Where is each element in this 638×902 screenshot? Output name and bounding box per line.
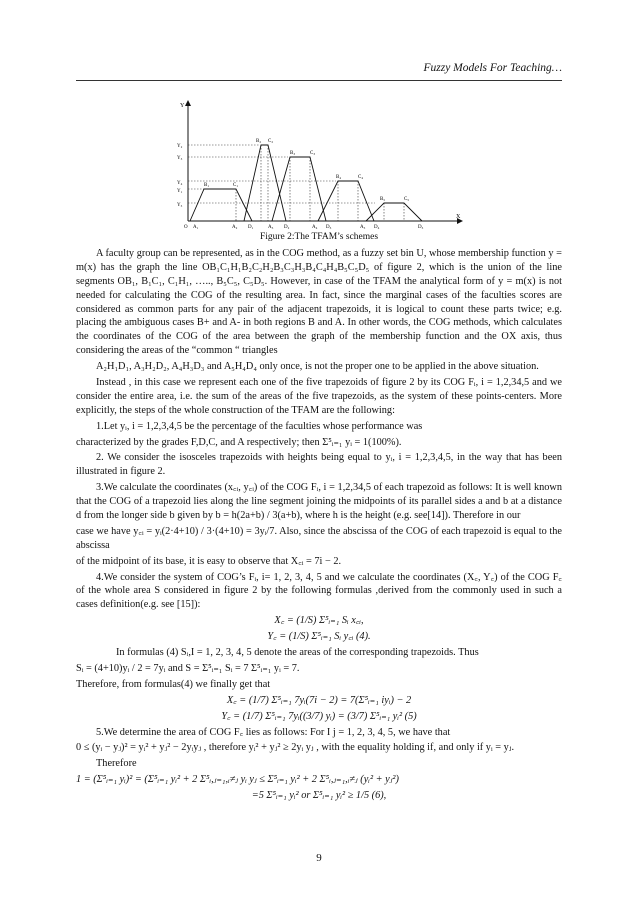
equation: Y꜀ = (1/7) Σ⁵ᵢ₌₁ 7yᵢ((3/7) yᵢ) = (3/7) Σ⁵ᵢ₌₁ yᵢ² (5) <box>221 710 417 722</box>
y-tick: Y₁ <box>177 189 183 194</box>
x-axis-label: X <box>456 214 461 220</box>
point-label: B₂ <box>256 139 262 144</box>
point-label: C₁ <box>233 183 239 188</box>
trapezoid-figure <box>160 95 470 230</box>
paragraph: 3.We calculate the coordinates (x꜀ᵢ, y꜀ᵢ) of the COG Fᵢ, i = 1,2,34,5 of each trapezoid as follows: It is well known that the COG of a trapezoid lies along the line segment joining the midpoints of its parallel sides a and b at a distance d from the longer side b given by b = h(2a+b) / 3(a+b), where h is the height (e.g. see[14]). Therefore in our <box>76 482 562 522</box>
paragraph: Instead , in this case we represent each one of the five trapezoids of figure 2 by its COG Fᵢ, i = 1,2,34,5 and we consider the entire area, i.e. the sum of the areas of the five trapezoids, as the system of these points-centers. More explicitly, the steps of the whole construction of the TFAM are the following: <box>76 377 562 416</box>
x-tick: A₄ <box>312 225 318 230</box>
point-label: B₁ <box>204 183 210 188</box>
y-tick: Y₃ <box>177 156 183 161</box>
paragraph: 4.We consider the system of COG’s Fᵢ, i= 1, 2, 3, 4, 5 and we calculate the coordinates (X꜀, Y꜀) of the COG F꜀ of the whole area S considered in figure 2 by the following formulas ,derived from the commonly used in such a cases definition(e.g. see [15]): <box>76 571 562 611</box>
x-tick: D₄ <box>374 225 380 230</box>
equation: X꜀ = (1/7) Σ⁵ᵢ₌₁ 7yᵢ(7i − 2) = 7(Σ⁵ᵢ₌₁ iyᵢ) − 2 <box>226 694 412 706</box>
header-rule <box>76 80 562 81</box>
point-label: C₄ <box>358 175 364 180</box>
paragraph: characterized by the grades F,D,C, and A respectively; then Σ⁵ᵢ₌₁ yᵢ = 1(100%). <box>76 436 402 448</box>
x-tick: A₂ <box>232 225 238 230</box>
paragraph: Therefore, from formulas(4) we finally get that <box>76 678 271 690</box>
point-label: B₃ <box>290 151 296 156</box>
running-header: Fuzzy Models For Teaching… <box>423 62 562 74</box>
equation: X꜀ = (1/S) Σ⁵ᵢ₌₁ Sᵢ x꜀ᵢ, <box>274 615 364 627</box>
paragraph: 1.Let yᵢ, i = 1,2,3,4,5 be the percentage of the faculties whose performance was <box>96 420 423 432</box>
paragraph: A₂H₁D₁, A₃H₂D₂, A₄H₃D₃ and A₅H₄D₄ only once, is not the proper one to be applied in the above situation. <box>96 361 539 373</box>
paragraph: 2. We consider the isosceles trapezoids with heights being equal to yᵢ, i = 1,2,3,4,5, in the way that has been illustrated in figure 2. <box>76 452 562 478</box>
paragraph: 5.We determine the area of COG F꜀ lies as follows: For I j = 1, 2, 3, 4, 5, we have that <box>96 726 451 738</box>
x-tick: D₁ <box>248 225 254 230</box>
x-tick: A₅ <box>360 225 366 230</box>
figure-caption: Figure 2:The TFAM’s schemes <box>259 232 379 242</box>
equation: =5 Σ⁵ᵢ₌₁ yᵢ² or Σ⁵ᵢ₌₁ yᵢ² ≥ 1/5 (6), <box>251 790 387 802</box>
point-label: C₂ <box>268 139 274 144</box>
x-tick: O <box>184 225 188 230</box>
paragraph: 0 ≤ (yᵢ − yⱼ)² = yᵢ² + yⱼ² − 2yᵢyⱼ , therefore yᵢ² + yⱼ² ≥ 2yᵢ yⱼ , with the equality holding if, and only if yᵢ = yⱼ. <box>76 742 515 754</box>
body-text <box>76 247 562 805</box>
guide-lines <box>188 145 404 221</box>
paragraph: A faculty group can be represented, as in the COG method, as a fuzzy set bin U, whose membership function y = m(x) has the graph the line OB₁C₁H₁B₂C₂H₂B₃C₃H₃B₄C₄H₄B₅C₅D₅ of figure 2, which is the union of the line segments OB₁, B₁C₁, C₁H₁, ….., B₅C₅, C₅D₅. However, in case of the TFAM the analytical form of y = m(x) is not needed for calculating the COG of the resulting area. In fact, since the marginal cases of the faculties scores are considered as common parts for any pair of the adjacent trapezoids, it is logical to count these parts twice; e.g. placing the ambiguous cases B+ and A- in both regions B and A. In other words, the COG methods, which calculates the coordinates of the COG of the area between the graph of the membership function and the OX axis, thus considering the areas of the “common “ triangles <box>76 248 562 357</box>
x-tick: D₂ <box>284 225 290 230</box>
point-label: B₅ <box>380 197 386 202</box>
x-tick: A₁ <box>193 225 199 230</box>
tfam-scheme-diagram <box>160 95 470 230</box>
point-label: C₅ <box>404 197 410 202</box>
point-label: B₄ <box>336 175 342 180</box>
y-tick: Y₅ <box>177 203 183 208</box>
paragraph: case we have y꜀ᵢ = yᵢ(2·4+10) / 3·(4+10) = 3yᵢ/7. Also, since the abscissa of the COG of each trapezoid is equal to the abscissa <box>76 525 562 551</box>
equation: 1 = (Σ⁵ᵢ₌₁ yᵢ)² = (Σ⁵ᵢ₌₁ yᵢ² + 2 Σ⁵ᵢ,ⱼ₌₁,ᵢ≠ⱼ yᵢ yⱼ ≤ Σ⁵ᵢ₌₁ yᵢ² + 2 Σ⁵ᵢ,ⱼ₌₁,ᵢ≠ⱼ (yᵢ² + yⱼ²) <box>76 774 399 786</box>
x-tick: D₅ <box>418 225 424 230</box>
equation: Y꜀ = (1/S) Σ⁵ᵢ₌₁ Sᵢ y꜀ᵢ (4). <box>267 631 371 643</box>
paragraph: of the midpoint of its base, it is easy to observe that X꜀ᵢ = 7i − 2. <box>76 555 342 567</box>
paragraph: In formulas (4) Sᵢ,I = 1, 2, 3, 4, 5 denote the areas of the corresponding trapezoids. Thus <box>116 647 479 659</box>
point-label: C₃ <box>310 151 316 156</box>
trapezoid-outlines <box>190 145 422 221</box>
x-tick: A₃ <box>268 225 274 230</box>
y-axis-label: Y <box>180 103 185 109</box>
y-tick: Y₂ <box>177 144 183 149</box>
paragraph: Sᵢ = (4+10)yᵢ / 2 = 7yᵢ and S = Σ⁵ᵢ₌₁ Sᵢ = 7 Σ⁵ᵢ₌₁ yᵢ = 7. <box>76 662 300 674</box>
page-number: 9 <box>316 852 322 864</box>
paragraph: Therefore <box>96 758 137 770</box>
y-tick: Y₄ <box>177 181 183 186</box>
x-tick: D₃ <box>326 225 332 230</box>
